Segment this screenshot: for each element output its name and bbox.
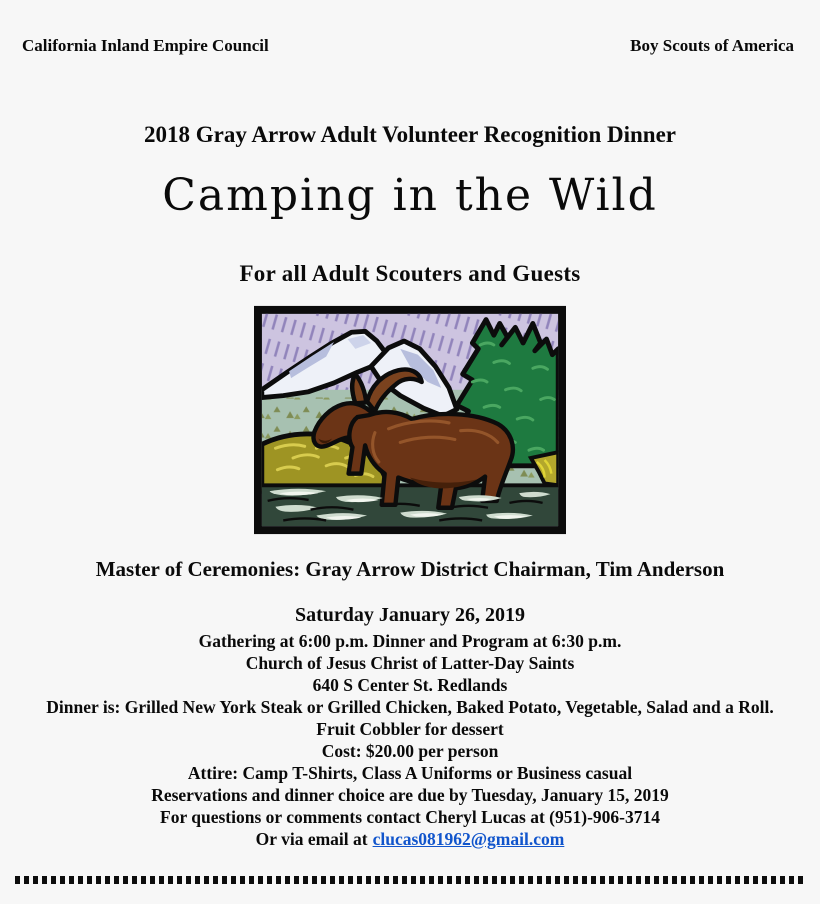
- email-link[interactable]: clucas081962@gmail.com: [372, 829, 565, 849]
- email-line: [0, 828, 820, 850]
- council-name: California Inland Empire Council: [22, 36, 269, 55]
- event-title: 2018 Gray Arrow Adult Volunteer Recognition Dinner: [144, 122, 676, 147]
- detail-line: Gathering at 6:00 p.m. Dinner and Program at 6:30 p.m.: [198, 631, 622, 651]
- mc-line: Master of Ceremonies: Gray Arrow District Chairman, Tim Anderson: [95, 557, 725, 581]
- event-theme: Camping in the Wild: [162, 170, 658, 221]
- moose-scene-svg: [254, 303, 566, 537]
- cut-line-divider: [15, 876, 805, 884]
- masthead: [0, 0, 820, 56]
- event-details: [0, 604, 820, 850]
- event-date: Saturday January 26, 2019: [294, 604, 526, 626]
- detail-line: Reservations and dinner choice are due by Tuesday, January 15, 2019: [151, 785, 669, 805]
- audience-line: For all Adult Scouters and Guests: [239, 261, 581, 286]
- detail-line: Attire: Camp T-Shirts, Class A Uniforms or Business casual: [187, 763, 633, 783]
- detail-line: Cost: $20.00 per person: [321, 741, 499, 761]
- moose-illustration: [0, 303, 820, 537]
- email-prefix: Or via email at: [255, 829, 368, 849]
- detail-line: Church of Jesus Christ of Latter-Day Saints: [245, 653, 575, 673]
- organization-name: Boy Scouts of America: [630, 36, 794, 55]
- detail-line: 640 S Center St. Redlands: [312, 675, 508, 695]
- detail-line: For questions or comments contact Cheryl Lucas at (951)-906-3714: [160, 807, 660, 827]
- detail-line: Dinner is: Grilled New York Steak or Grilled Chicken, Baked Potato, Vegetable, Salad and a Roll.: [46, 697, 774, 717]
- detail-line: Fruit Cobbler for dessert: [316, 719, 504, 739]
